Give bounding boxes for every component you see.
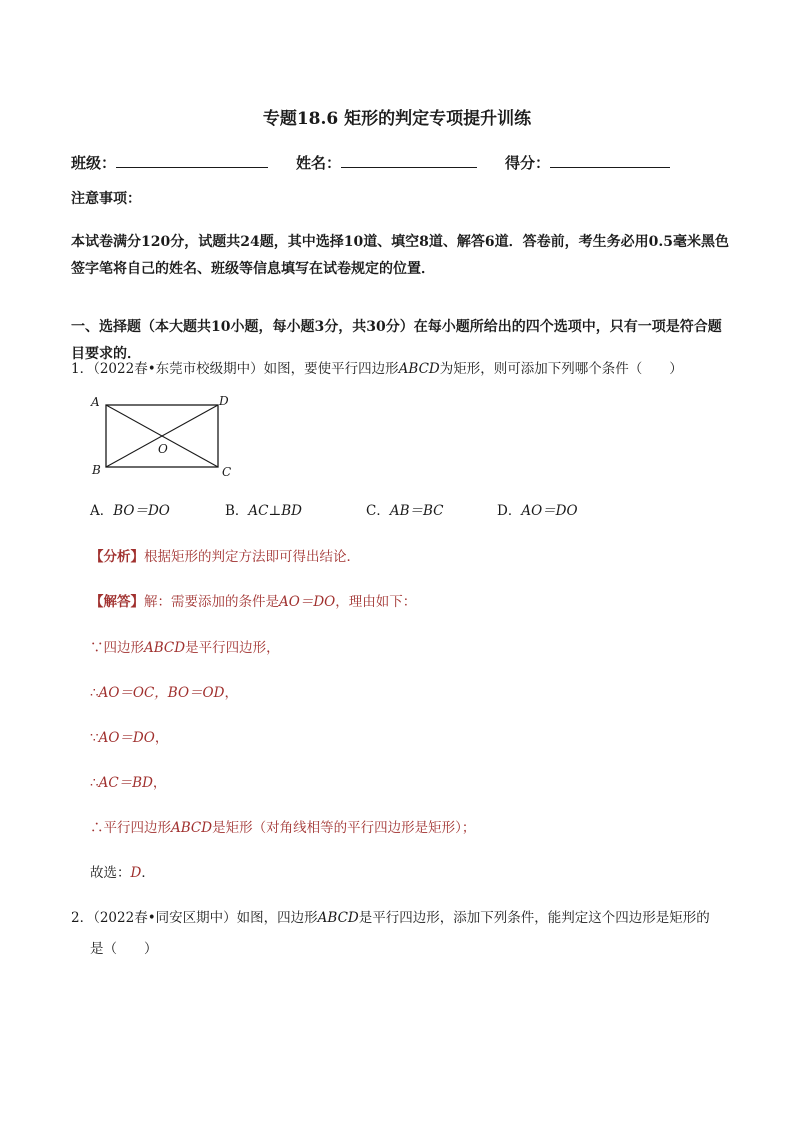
name-blank[interactable]: [341, 152, 477, 168]
solution-step-2: [90, 681, 238, 701]
answer-tag: 【解答】: [90, 594, 144, 610]
score-field: [505, 152, 670, 173]
solution-step-3: [90, 726, 168, 746]
page-title: 专题18.6 矩形的判定专项提升训练: [262, 109, 532, 129]
vertex-label-a: A: [91, 395, 100, 409]
step-text: ，: [152, 775, 167, 791]
notice-heading: 注意事项：: [71, 191, 141, 207]
question-number: 1．: [71, 361, 94, 377]
choice-end: ．: [141, 865, 155, 881]
step-expr: AC＝BD: [98, 775, 153, 791]
rectangle-figure: [86, 390, 236, 482]
option-d[interactable]: [497, 499, 578, 519]
final-choice: [90, 861, 155, 881]
score-blank[interactable]: [550, 152, 670, 168]
step-text: ，: [154, 730, 169, 746]
name-label: 姓名：: [296, 154, 342, 172]
notice-body: 本试卷满分120分，试题共24题，其中选择10道、填空8道、解答6道．答卷前，考生务必用0.5毫米黑色签字笔将自己的姓名、班级等信息填写在试卷规定的位置．: [71, 234, 730, 277]
analysis-text: 根据矩形的判定方法即可得出结论．: [144, 549, 360, 565]
option-expr: AC⊥BD: [248, 503, 302, 519]
vertex-label-b: B: [92, 463, 101, 477]
center-label-o: O: [158, 442, 168, 456]
class-blank[interactable]: [116, 152, 268, 168]
option-letter: B．: [225, 503, 249, 519]
step-text: 是矩形（对角线相等的平行四边形是矩形）；: [212, 820, 476, 836]
option-expr: AO＝DO: [521, 503, 578, 519]
step-expr: ABCD: [171, 820, 213, 836]
step-expr: ABCD: [144, 640, 186, 656]
option-a[interactable]: [90, 499, 170, 519]
option-b[interactable]: [225, 499, 302, 519]
stem-text: 如图，四边形: [236, 910, 318, 926]
step-text: 是平行四边形，: [185, 640, 280, 656]
solution-step-5: [90, 816, 475, 836]
class-label: 班级：: [71, 154, 117, 172]
choice-value: D: [130, 865, 142, 881]
step-symbol: ∴: [90, 820, 104, 836]
solution-step-4: [90, 771, 166, 791]
vertex-label-c: C: [222, 465, 232, 479]
stem-text: 是平行四边形，添加下列条件，能判定这个四边形是矩形的: [358, 910, 710, 926]
step-text: ，: [224, 685, 238, 701]
answer-expr: AO＝DO: [279, 594, 336, 610]
step-symbol: ∵: [90, 730, 99, 746]
stem-variable: ABCD: [398, 361, 440, 377]
step-symbol: ∵: [90, 640, 104, 656]
section-heading: 一、选择题（本大题共10小题，每小题3分，共30分）在每小题所给出的四个选项中，只有一项是符合题目要求的．: [71, 319, 722, 362]
step-text: 四边形: [103, 640, 144, 656]
name-field: [296, 152, 477, 173]
answer-text: ，理由如下：: [335, 594, 417, 610]
answer-text: 解：需要添加的条件是: [144, 594, 279, 610]
stem-text: 如图，要使平行四边形: [263, 361, 399, 377]
answer-line: [90, 590, 416, 610]
question-2-stem-cont: 是（ ）: [90, 941, 158, 957]
question-source: （2022春•东莞市校级期中）: [93, 361, 264, 377]
step-symbol: ∴: [90, 685, 99, 701]
question-source: （2022春•同安区期中）: [93, 910, 237, 926]
step-expr: AO＝DO: [98, 730, 155, 746]
choice-label: 故选：: [90, 865, 131, 881]
option-letter: C．: [366, 503, 390, 519]
step-symbol: ∴: [90, 775, 99, 791]
option-expr: BO＝DO: [113, 503, 170, 519]
option-letter: D．: [497, 503, 522, 519]
step-text: 平行四边形: [103, 820, 171, 836]
score-label: 得分：: [505, 154, 551, 172]
question-2-stem: [71, 906, 710, 926]
option-expr: AB＝BC: [389, 503, 444, 519]
class-field: [71, 152, 268, 173]
vertex-label-d: D: [219, 394, 229, 408]
step-expr: AO＝OC，BO＝OD: [98, 685, 225, 701]
option-letter: A．: [90, 503, 114, 519]
analysis-line: [90, 545, 360, 565]
solution-step-1: [90, 636, 280, 656]
option-c[interactable]: [366, 499, 444, 519]
analysis-tag: 【分析】: [90, 549, 144, 565]
stem-text: 为矩形，则可添加下列哪个条件（ ）: [439, 361, 683, 377]
stem-variable: ABCD: [317, 910, 359, 926]
question-number: 2．: [71, 910, 94, 926]
question-1-stem: [71, 357, 683, 377]
